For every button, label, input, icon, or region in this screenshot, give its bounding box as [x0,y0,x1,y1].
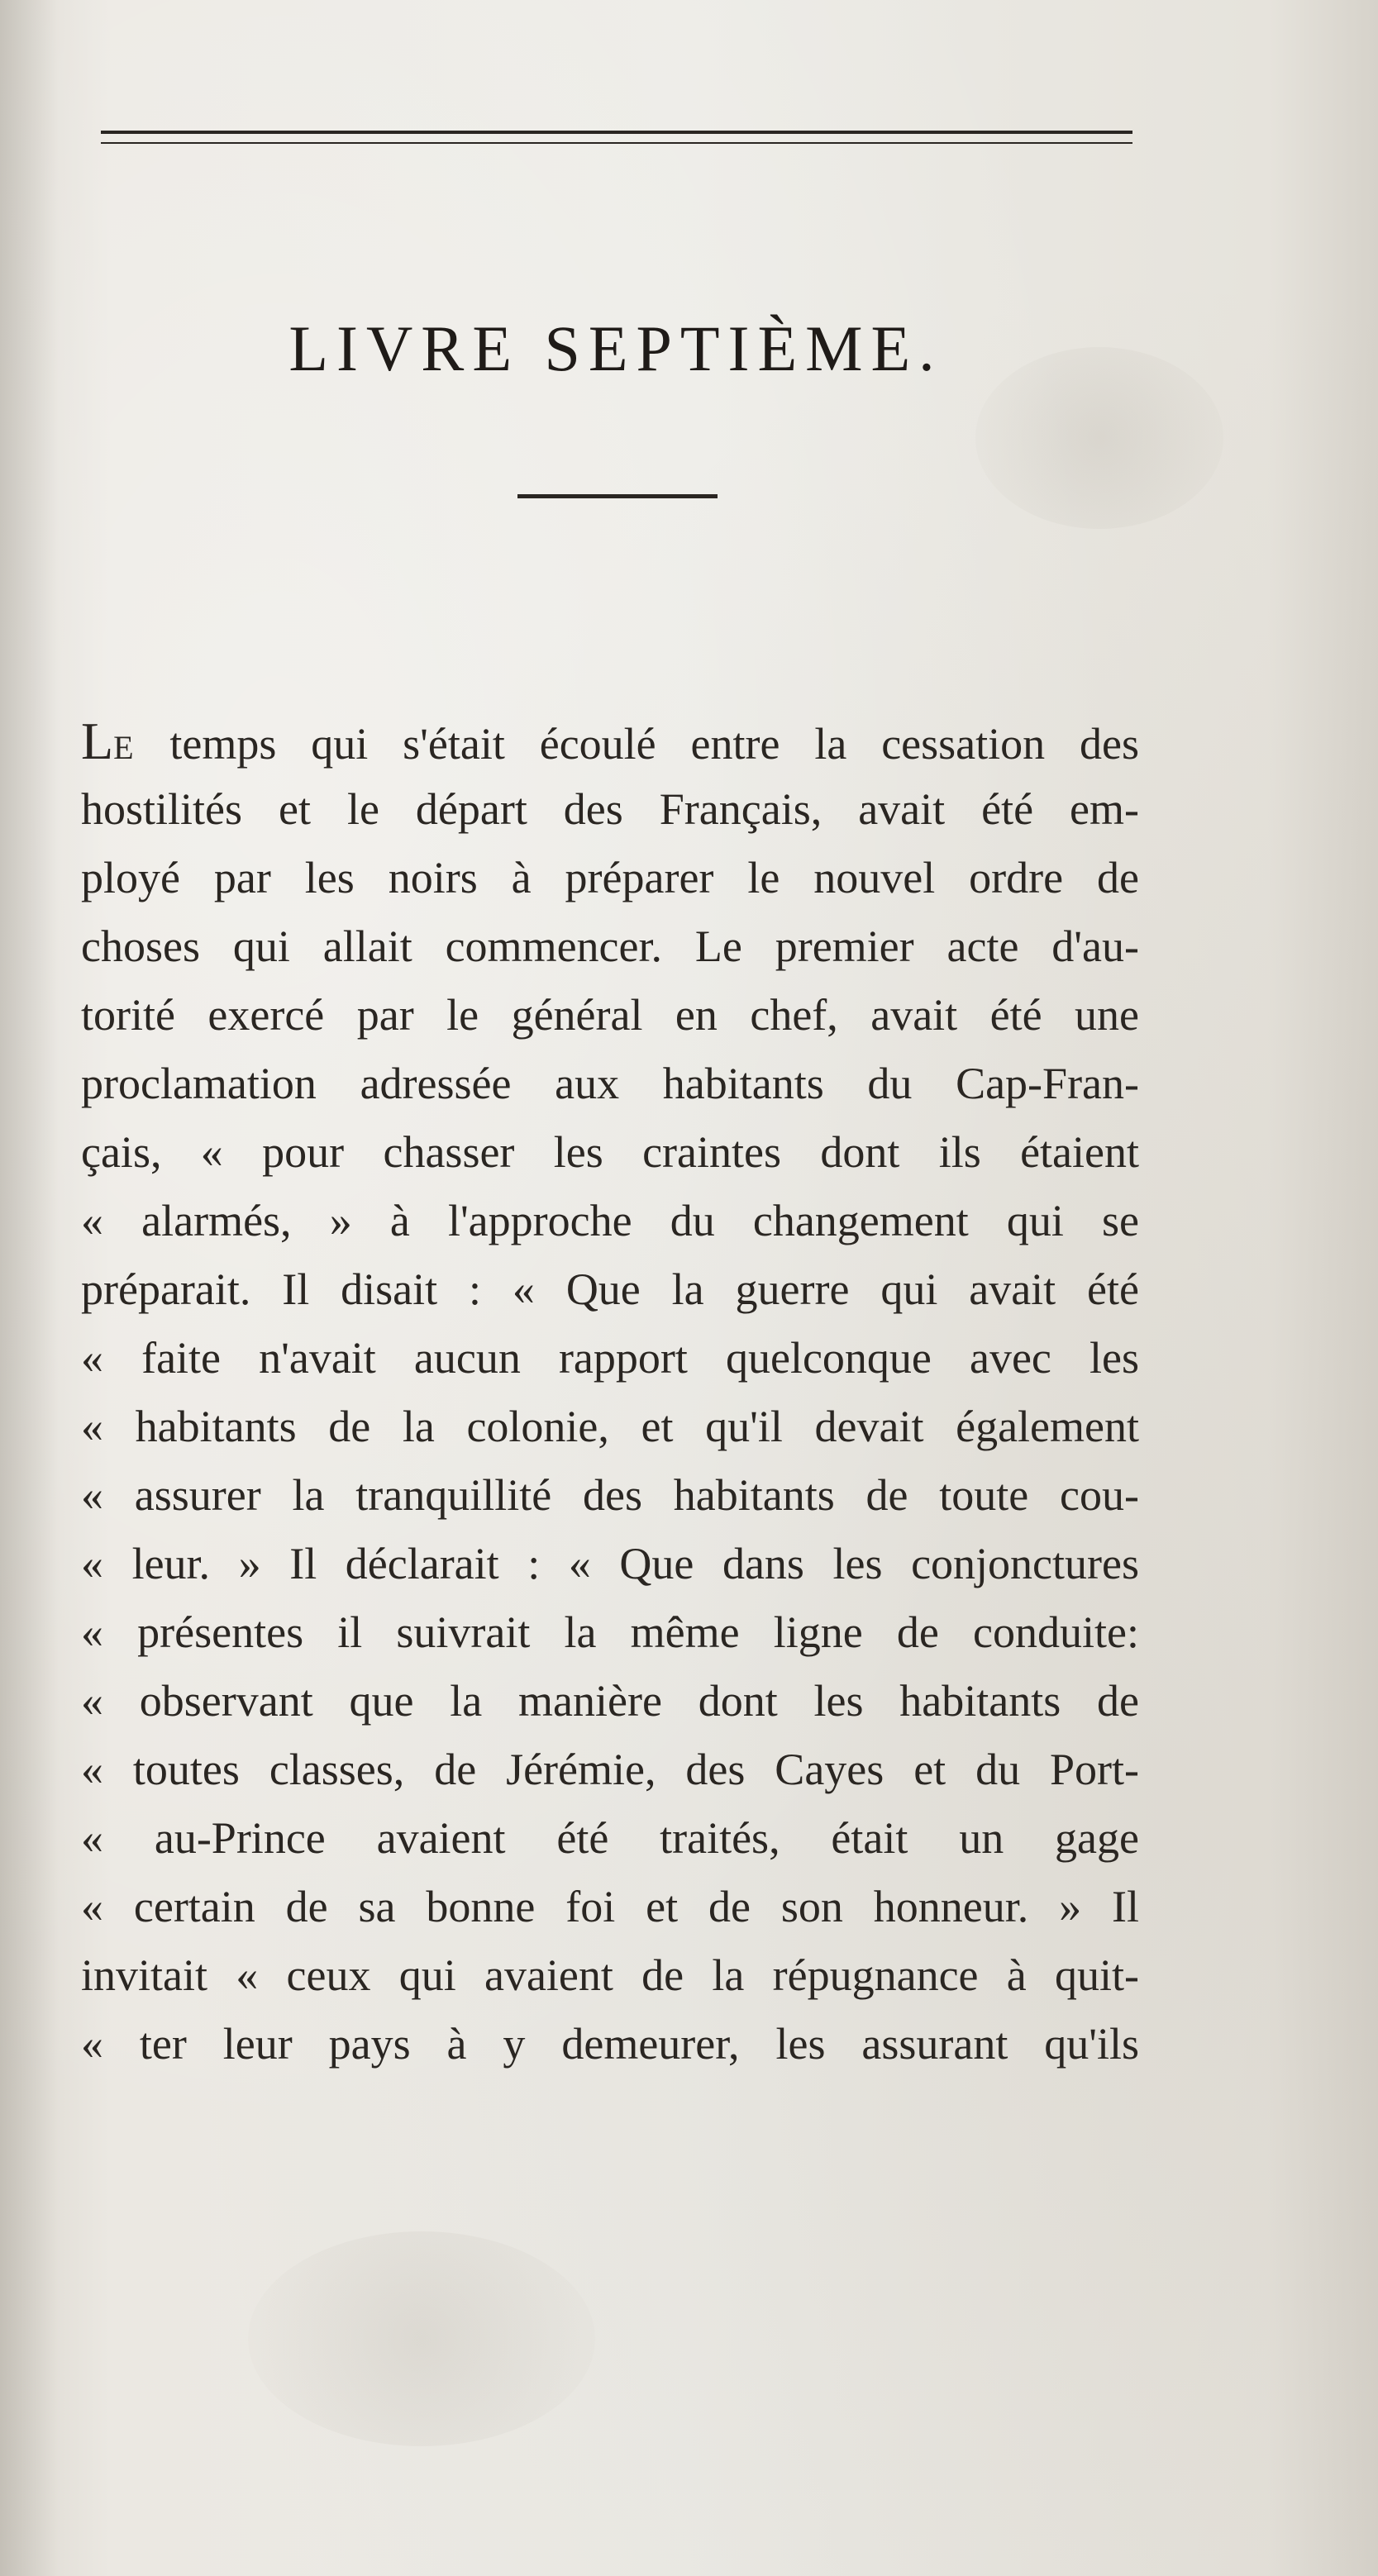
text-line-first [81,707,1139,775]
text-line: ployé par les noirs à préparer le nouvel ordre de [81,853,1139,902]
text-line: hostilités et le départ des Français, avait été em- [81,784,1139,834]
body-text [81,707,1139,2078]
text-line: « faite n'avait aucun rapport quelconque avec les [81,1333,1139,1383]
title-separator-rule [517,494,718,498]
drop-initial: L [81,712,114,770]
header-double-rule-thick [101,131,1132,134]
page-gutter-shadow [0,0,58,2576]
text-line: « au-Prince avaient été traités, était un gage [81,1813,1139,1863]
text-line: « observant que la manière dont les habitants de [81,1676,1139,1726]
text-line: « alarmés, » à l'approche du changement qui se [81,1196,1139,1245]
text-line: « toutes classes, de Jérémie, des Cayes et du Port- [81,1745,1139,1794]
text-line: préparait. Il disait : « Que la guerre qui avait été [81,1264,1139,1314]
text-line: invitait « ceux qui avaient de la répugnance à quit- [81,1950,1139,2000]
text-line: torité exercé par le général en chef, avait été une [81,990,1139,1040]
chapter-title: LIVRE SEPTIÈME. [288,312,943,385]
text-line: « habitants de la colonie, et qu'il devait également [81,1402,1139,1451]
text-line: çais, « pour chasser les craintes dont ils étaient [81,1127,1139,1177]
text-line: « leur. » Il déclarait : « Que dans les conjonctures [81,1539,1139,1588]
text-line: « assurer la tranquillité des habitants de toute cou- [81,1470,1139,1520]
first-line-text: temps qui s'était écoulé entre la cessation des [135,719,1139,769]
text-line: choses qui allait commencer. Le premier acte d'au- [81,921,1139,971]
text-line: « ter leur pays à y demeurer, les assurant qu'ils [81,2019,1139,2069]
small-caps-letter: E [113,729,136,766]
header-double-rule-thin [101,142,1132,144]
paper-stain [248,2231,595,2446]
text-line: proclamation adressée aux habitants du Cap-Fran- [81,1059,1139,1108]
text-line: « présentes il suivrait la même ligne de conduite: [81,1607,1139,1657]
text-line: « certain de sa bonne foi et de son honneur. » Il [81,1882,1139,1931]
